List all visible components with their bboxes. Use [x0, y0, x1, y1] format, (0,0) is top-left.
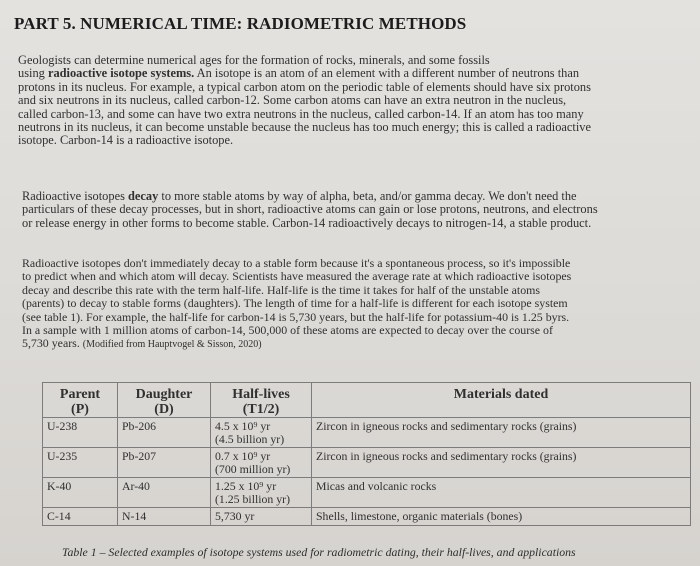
cell-parent: K-40 [43, 478, 118, 508]
key-term: radioactive isotope systems. [47, 66, 195, 81]
cell-materials: Shells, limestone, organic materials (bones) [312, 508, 691, 526]
table-row [43, 418, 691, 448]
text-line: In a sample with 1 million atoms of carbon-14, 500,000 of these atoms are expected to decay over the course of [22, 323, 553, 338]
cell-daughter: Pb-207 [118, 448, 211, 478]
text-line: using radioactive isotope systems. An isotope is an atom of an element with a different number of neutrons than [18, 66, 580, 81]
cell-half-life: 0.7 x 10⁹ yr (700 million yr) [211, 448, 312, 478]
citation: (Modified from Hauptvogel & Sisson, 2020) [82, 339, 262, 351]
table-row [43, 478, 691, 508]
page-title: PART 5. NUMERICAL TIME: RADIOMETRIC METHODS [14, 14, 467, 33]
cell-parent: U-235 [43, 448, 118, 478]
text-line: 5,730 years. (Modified from Hauptvogel & Sisson, 2020) [22, 336, 262, 351]
text-line: decay and describe this rate with the term half-life. Half-life is the time it takes for half of the unstable atoms [22, 282, 541, 297]
table-header-row [43, 383, 691, 418]
col-header-materials: Materials dated [312, 383, 691, 418]
text-line: Radioactive isotopes decay to more stable atoms by way of alpha, beta, and/or gamma decay. We don't need the [22, 189, 577, 203]
text-line: or release energy in other forms to become stable. Carbon-14 radioactively decays to nitrogen-14, a stable product. [22, 215, 592, 230]
table-row [43, 508, 691, 526]
cell-parent: U-238 [43, 418, 118, 448]
half-life-paragraph [22, 257, 571, 352]
cell-materials: Zircon in igneous rocks and sedimentary rocks (grains) [312, 448, 691, 478]
text-line: to predict when and which atom will decay. Scientists have measured the average rate at which radioactive isotopes [22, 269, 572, 284]
cell-half-life: 5,730 yr [211, 508, 312, 526]
text-line: isotope. Carbon-14 is a radioactive isotope. [18, 133, 234, 148]
col-header-daughter: Daughter (D) [118, 383, 211, 418]
cell-half-life: 4.5 x 10⁹ yr (4.5 billion yr) [211, 418, 312, 448]
text-line: (parents) to decay to stable forms (daughters). The length of time for a half-life is different for each isotope system [22, 296, 568, 311]
col-header-half-lives: Half-lives (T1/2) [211, 383, 312, 418]
text-line: (see table 1). For example, the half-life for carbon-14 is 5,730 years, but the half-life for potassium-40 is 1.25 byrs. [22, 309, 570, 324]
text-line: called carbon-13, and some can have two extra neutrons in the nucleus, called carbon-14. If an atom has too many [18, 106, 584, 121]
cell-daughter: Pb-206 [118, 418, 211, 448]
text-line: protons in its nucleus. For example, a typical carbon atom on the periodic table of elements should have six protons [18, 79, 591, 94]
key-term: decay [128, 189, 159, 203]
text-line: and six neutrons in its nucleus, called carbon-12. Some carbon atoms can have an extra neutron in the nucleus, [18, 93, 567, 108]
text-line: particulars of these decay processes, but in short, radioactive atoms can gain or lose protons, neutrons, and electrons [22, 202, 598, 217]
cell-parent: C-14 [43, 508, 118, 526]
text-line: neutrons in its nucleus, it can become unstable because the nucleus has too much energy; this is called a radioactive [18, 120, 592, 135]
cell-daughter: Ar-40 [118, 478, 211, 508]
isotope-table [42, 382, 691, 526]
decay-paragraph [22, 190, 598, 230]
table-caption: Table 1 – Selected examples of isotope systems used for radiometric dating, their half-lives, and applications [62, 545, 576, 559]
col-header-parent: Parent (P) [43, 383, 118, 418]
text-line: Geologists can determine numerical ages for the formation of rocks, minerals, and some fossils [18, 53, 490, 67]
cell-materials: Micas and volcanic rocks [312, 478, 691, 508]
cell-half-life: 1.25 x 10⁹ yr (1.25 billion yr) [211, 478, 312, 508]
cell-daughter: N-14 [118, 508, 211, 526]
table-row [43, 448, 691, 478]
text-line: Radioactive isotopes don't immediately decay to a stable form because it's a spontaneous process, so it's impossible [22, 256, 571, 270]
cell-materials: Zircon in igneous rocks and sedimentary rocks (grains) [312, 418, 691, 448]
intro-paragraph [18, 54, 591, 148]
